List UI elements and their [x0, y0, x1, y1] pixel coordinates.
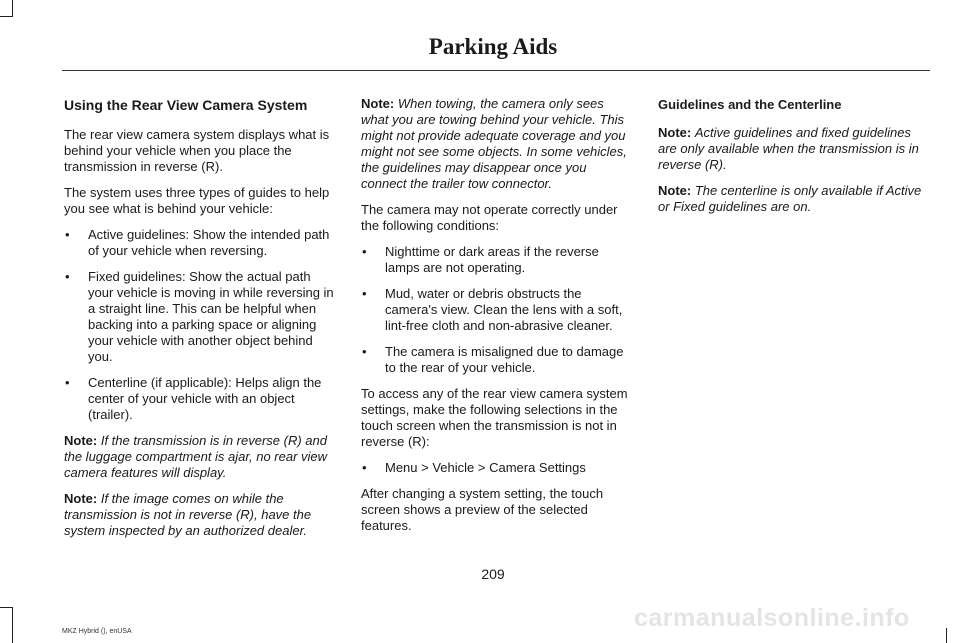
note-label: Note: — [64, 491, 98, 506]
note-image-not-reverse — [64, 491, 336, 539]
guide-types-list — [64, 227, 336, 423]
note-guidelines-reverse — [658, 125, 930, 173]
crop-mark-bottom-right-vertical — [946, 628, 947, 643]
section-heading-rear-view-camera: Using the Rear View Camera System — [64, 97, 308, 113]
crop-mark-top-left-horizontal — [0, 16, 13, 17]
note-text: When towing, the camera only sees what you are towing behind your vehicle. This might not provide adequate coverage and you might not see some objects. In some vehicles, the guidelines may disappear once you connect the trailer tow connector. — [361, 96, 627, 191]
list-item: • Menu > Vehicle > Camera Settings — [361, 460, 633, 476]
note-towing — [361, 96, 633, 192]
note-text: If the transmission is in reverse (R) and the luggage compartment is ajar, no rear view camera features will display. — [64, 433, 328, 480]
list-item: • The camera is misaligned due to damage to the rear of your vehicle. — [361, 344, 633, 376]
section-heading-guidelines: Guidelines and the Centerline — [658, 97, 842, 112]
note-text: The centerline is only available if Active or Fixed guidelines are on. — [658, 183, 922, 214]
note-label: Note: — [361, 96, 395, 111]
column-3 — [658, 96, 930, 225]
page-title: Parking Aids — [428, 34, 558, 59]
note-luggage-ajar — [64, 433, 336, 481]
page-number: 209 — [481, 566, 505, 582]
note-label: Note: — [658, 183, 692, 198]
guide-types-intro: The system uses three types of guides to help you see what is behind your vehicle: — [64, 185, 330, 216]
footer-model-label: MKZ Hybrid (), enUSA — [62, 628, 132, 635]
list-item: • Centerline (if applicable): Helps align the center of your vehicle with an object (trailer). — [64, 375, 336, 423]
list-item: • Active guidelines: Show the intended path of your vehicle when reversing. — [64, 227, 336, 259]
conditions-list — [361, 244, 633, 376]
list-item: • Nighttime or dark areas if the reverse lamps are not operating. — [361, 244, 633, 276]
settings-intro: To access any of the rear view camera system settings, make the following selections in the touch screen when the transmission is not in reverse (R): — [361, 386, 628, 449]
column-1 — [64, 96, 336, 549]
crop-mark-top-left-vertical — [12, 0, 13, 16]
crop-mark-bottom-left-horizontal — [0, 607, 13, 608]
note-text: Active guidelines and fixed guidelines are only available when the transmission is in reverse (R). — [658, 125, 919, 172]
note-label: Note: — [658, 125, 692, 140]
note-label: Note: — [64, 433, 98, 448]
crop-mark-bottom-left-vertical — [12, 607, 13, 643]
header-divider — [62, 70, 930, 71]
list-item: • Fixed guidelines: Show the actual path your vehicle is moving in while reversing in a straight line. This can be helpful when backing into a parking space or aligning your vehicle with another object behind you. — [64, 269, 336, 365]
column-2 — [361, 96, 633, 544]
after-change-paragraph: After changing a system setting, the touch screen shows a preview of the selected features. — [361, 486, 604, 533]
list-item: • Mud, water or debris obstructs the camera's view. Clean the lens with a soft, lint-free cloth and non-abrasive cleaner. — [361, 286, 633, 334]
settings-path-list — [361, 460, 633, 476]
conditions-intro: The camera may not operate correctly under the following conditions: — [361, 202, 618, 233]
watermark: carmanualsonline.info — [634, 604, 910, 632]
intro-paragraph: The rear view camera system displays what is behind your vehicle when you place the transmission in reverse (R). — [64, 127, 330, 174]
note-text: If the image comes on while the transmission is not in reverse (R), have the system inspected by an authorized dealer. — [64, 491, 312, 538]
note-centerline — [658, 183, 930, 215]
